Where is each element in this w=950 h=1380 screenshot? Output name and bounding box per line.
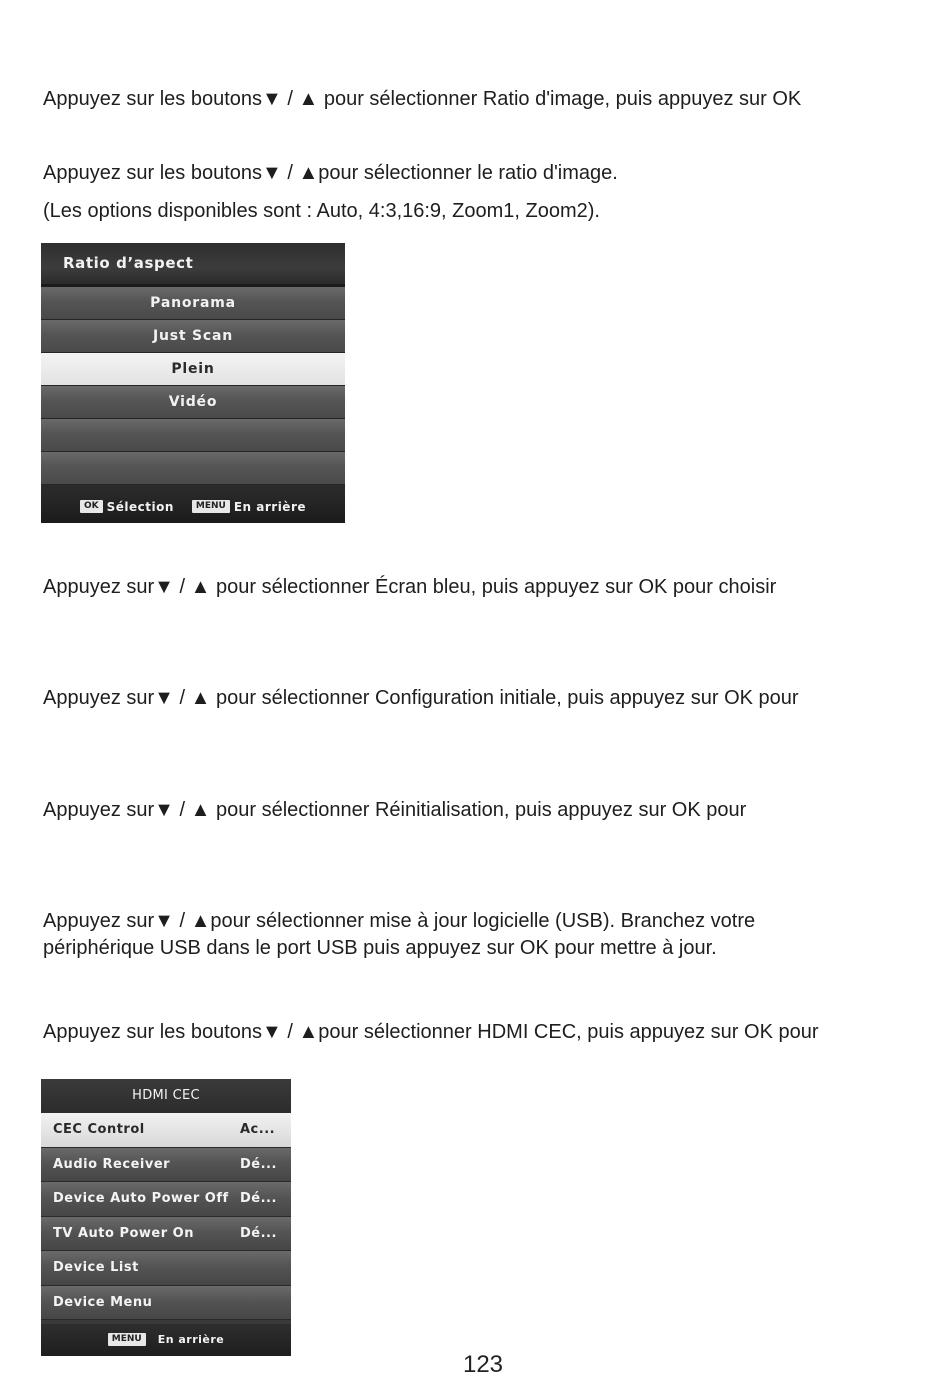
cec-row-value: Ac...	[240, 1122, 276, 1137]
aspect-option-plein: Plein	[41, 353, 345, 386]
cec-row-value: Dé...	[240, 1156, 277, 1172]
ok-key-icon: OK	[80, 500, 103, 513]
aspect-empty-row	[41, 419, 345, 452]
available-options-note: (Les options disponibles sont : Auto, 4:3,16:9, Zoom1, Zoom2).	[43, 200, 600, 222]
menu-key-icon: MENU	[192, 500, 230, 513]
instruction-select-ratio: Appuyez sur les boutons▼ / ▲pour sélectionner le ratio d'image.	[43, 162, 618, 184]
ok-hint-label: Sélection	[106, 500, 174, 514]
cec-row-value: Dé...	[240, 1225, 277, 1241]
cec-row-label: Device Menu	[53, 1294, 153, 1310]
back-hint-label: En arrière	[233, 500, 307, 514]
aspect-empty-row	[41, 452, 345, 485]
cec-row-audio-receiver	[41, 1148, 291, 1183]
cec-row-label: Device Auto Power Off	[53, 1191, 229, 1206]
aspect-ratio-menu-screenshot	[41, 243, 345, 523]
back-hint-label: En arrière	[157, 1333, 225, 1346]
instruction-software-update: Appuyez sur▼ / ▲pour sélectionner mise à jour logicielle (USB). Branchez votre	[43, 910, 756, 932]
instruction-reset: Appuyez sur▼ / ▲ pour sélectionner Réinitialisation, puis appuyez sur OK pour	[43, 799, 747, 821]
cec-row-label: CEC Control	[53, 1122, 145, 1137]
cec-row-cec-control	[41, 1113, 291, 1148]
aspect-option-panorama: Panorama	[41, 287, 345, 320]
cec-row-device-menu	[41, 1286, 291, 1321]
hdmi-cec-menu-screenshot	[41, 1079, 291, 1356]
instruction-blue-screen: Appuyez sur▼ / ▲ pour sélectionner Écran bleu, puis appuyez sur OK pour choisir	[43, 576, 777, 598]
instruction-hdmi-cec: Appuyez sur les boutons▼ / ▲pour sélectionner HDMI CEC, puis appuyez sur OK pour	[43, 1021, 819, 1043]
cec-row-label: TV Auto Power On	[53, 1225, 194, 1241]
aspect-menu-title: Ratio d’aspect	[41, 243, 345, 287]
cec-row-label: Device List	[53, 1260, 139, 1275]
instruction-initial-setup: Appuyez sur▼ / ▲ pour sélectionner Configuration initiale, puis appuyez sur OK pour	[43, 687, 799, 709]
cec-row-label: Audio Receiver	[53, 1156, 171, 1172]
aspect-menu-footer	[41, 491, 345, 523]
cec-row-device-auto-power-off	[41, 1182, 291, 1217]
aspect-option-video: Vidéo	[41, 386, 345, 419]
cec-row-value: Dé...	[240, 1191, 277, 1206]
aspect-option-just-scan: Just Scan	[41, 320, 345, 353]
page-number: 123	[462, 1351, 504, 1378]
instruction-aspect-ratio: Appuyez sur les boutons▼ / ▲ pour sélectionner Ratio d'image, puis appuyez sur OK	[43, 88, 802, 110]
cec-row-tv-auto-power-on	[41, 1217, 291, 1252]
instruction-software-update-cont: périphérique USB dans le port USB puis appuyez sur OK pour mettre à jour.	[43, 937, 717, 959]
cec-menu-title: HDMI CEC	[41, 1079, 291, 1113]
cec-row-device-list	[41, 1251, 291, 1286]
menu-key-icon: MENU	[108, 1333, 146, 1346]
